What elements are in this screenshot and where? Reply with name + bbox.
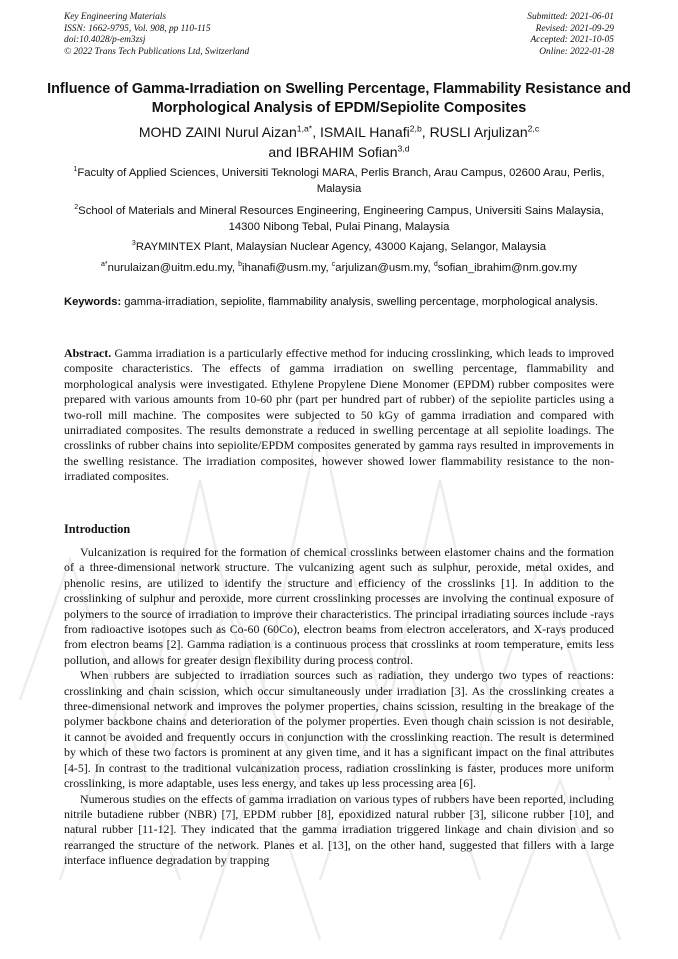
keywords-text: gamma-irradiation, sepiolite, flammability analysis, swelling percentage, morphological analysis. <box>121 296 599 308</box>
section-heading-introduction: Introduction <box>64 522 131 536</box>
copyright-line: © 2022 Trans Tech Publications Ltd, Switzerland <box>64 46 250 57</box>
email-link[interactable]: ihanafi@usm.my, <box>242 262 332 274</box>
online-date: Online: 2022-01-28 <box>539 46 614 57</box>
abstract-label: Abstract. <box>64 346 112 360</box>
abstract-text: Gamma irradiation is a particularly effective method for inducing crosslinking, which leads to improved composite characteristics. The effects of gamma irradiation on swelling percentage, flammability and morphological analysis were investigated. Ethylene Propylene Diene Monomer (EPDM) rubber composites were prepared with various amounts from 10-60 phr (part per hundred part of rubber) of the sepiolite particles using a two-roll mill machine. The composites were subjected to 50 kGy of gamma irradiation and compared with unirradiated composites. The results demonstrate a reduced in swelling percentage at all sepiolite loadings. The crosslinks of rubber chains into sepiolite/EPDM composites generated by gamma rays resulted in improvements in the swelling resistance. The irradiation composites, however showed lower flammability resistance to the non-irradiated composites. <box>64 346 614 484</box>
author-sup: 3,d <box>397 143 410 154</box>
journal-name: Key Engineering Materials <box>64 12 167 22</box>
paragraph: Numerous studies on the effects of gamma irradiation on various types of rubbers have been reported, including nitrile butadiene rubber (NBR) [7], EPDM rubber [8], epoxidized natural rubber [3], silicone rubber [10], and natural rubber [11-12]. They indicated that the gamma irradiation triggered linkage and chain division and so rearranged the structure of the network. Planes et al. [13], on the other hand, suggested that fillers with a large interface influence degradation by trapping <box>64 791 614 868</box>
journal-info <box>64 12 249 58</box>
keywords <box>64 295 614 310</box>
email-list: $^{a*}$nurulaizan@uitm.edu.my, $^b$ihanafi@usm.my, $^c$arjulizan@usm.my, $^d$sofian_ibrahim@nm.gov.my <box>100 261 578 274</box>
author-name: RUSLI Arjulizan <box>429 124 528 140</box>
email-link[interactable]: nurulaizan@uitm.edu.my, <box>107 262 239 274</box>
author-sup: 1,a* <box>296 123 313 134</box>
introduction-body <box>64 545 614 869</box>
doi-line[interactable]: doi:10.4028/p-em3zsj <box>64 35 146 46</box>
email-link[interactable]: arjulizan@usm.my, <box>335 262 434 274</box>
author-name: MOHD ZAINI Nurul Aizan <box>138 124 297 140</box>
paragraph: Vulcanization is required for the formation of chemical crosslinks between elastomer chains and the formation of a three-dimensional network structure. The vulcanizing agent such as sulphur, peroxide, metal oxides, and phenolic resins, are utilized to identify the structure and efficiency of the crosslinks [1]. In addition to the crosslinking of sulphur and peroxide, more current crosslinking processes are involving the continual exposure of polymers to the source of irradiation to improve their characteristics. The principal irradiating sources include -rays from radioactive isotopes such as Co-60 (60Co), electron beams from electron accelerators, and X-rays produced from electron beams [2]. Gamma radiation is a continuous process that crosslinks at room temperature, emits less pollution, and allows for greater design flexibility during process control. <box>64 545 614 667</box>
keywords-label: Keywords: <box>64 296 122 308</box>
paragraph: When rubbers are subjected to irradiation sources such as radiation, they undergo two types of reactions: crosslinking and chain scission, which occur simultaneously under irradiation [3]. As the crosslinking creates a three-dimensional network and improves the polymer properties, chains scission, resulting in the breakage of the polymer backbone chains and deterioration of the polymer properties. Even though chain scission is not desirable, it cannot be avoided and frequently occurs in conjunction with the crosslinking reaction. The result is determined by which of these two factors is prominent at any given time, and it has a significant impact on the final attributes [4-5]. In contrast to the traditional vulcanization process, radiation crosslinking is faster, produces more uniform crosslinking, is more adaptable, uses less energy, and takes up less processing area [6]. <box>64 668 614 791</box>
author-sup: 2,b <box>409 123 422 134</box>
issn-line: ISSN: 1662-9795, Vol. 908, pp 110-115 <box>64 23 211 34</box>
revised-date: Revised: 2021-09-29 <box>535 23 614 34</box>
submitted-date: Submitted: 2021-06-01 <box>527 12 614 22</box>
accepted-date: Accepted: 2021-10-05 <box>530 35 614 46</box>
author-name: and IBRAHIM Sofian <box>268 144 398 160</box>
paper-title: Influence of Gamma-Irradiation on Swelling Percentage, Flammability Resistance and Morphological Analysis of EPDM/Sepiolite Composites <box>47 81 631 116</box>
affiliation-1: $^1$Faculty of Applied Sciences, Universiti Teknologi MARA, Perlis Branch, Arau Campus, 02600 Arau, Perlis, Malaysia <box>73 166 605 195</box>
publication-dates <box>527 12 614 58</box>
affiliation-3: $^3$RAYMINTEX Plant, Malaysian Nuclear Agency, 43000 Kajang, Selangor, Malaysia <box>131 240 547 253</box>
author-list: MOHD ZAINI Nurul Aizan$^{1,a*}$, ISMAIL Hanafi$^{2,b}$, RUSLI Arjulizan$^{2,c}$ and IBRAHIM Sofian$^{3,d}$ <box>138 123 540 160</box>
author-sup: 2,c <box>527 123 540 134</box>
abstract <box>64 346 614 485</box>
email-link[interactable]: sofian_ibrahim@nm.gov.my <box>437 262 578 274</box>
affiliation-2: $^2$School of Materials and Mineral Resources Engineering, Engineering Campus, Universiti Sains Malaysia, 14300 Nibong Tebal, Pulai Pinang, Malaysia <box>74 204 604 233</box>
author-name: ISMAIL Hanafi <box>319 124 410 140</box>
